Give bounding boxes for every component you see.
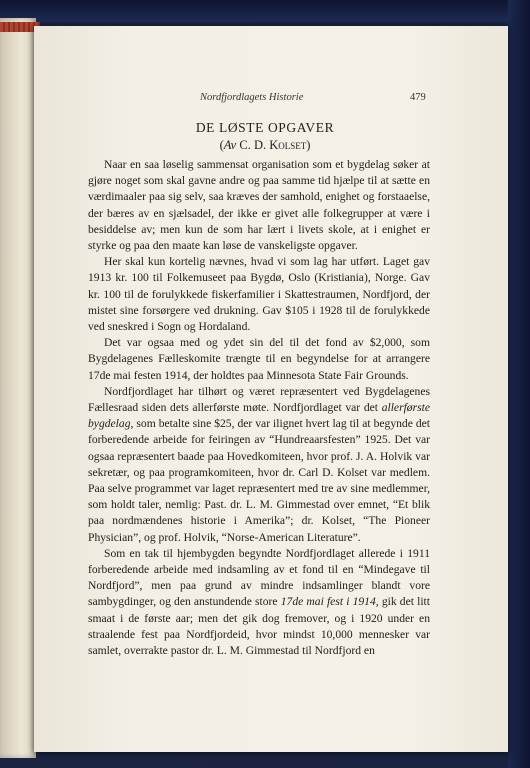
byline-close-paren: ) (306, 138, 311, 152)
paragraph-text: Det var ogsaa med og ydet sin del til det fond av $2,000, som Bygdelagenes Fælleskomite trængte til en begyndelse for at arrangere 17de mai festen 1914, der holdtes paa Minnesota State Fair Grounds. (88, 336, 430, 382)
byline-av: Av (223, 138, 237, 152)
paragraph-text: Naar en saa løselig sammensat organisation som et bygdelag søker at gjøre noget som skal gavne andre og paa samme tid hjælpe til at sætte en værdimaaler paa sig selv, saa kræves der samhold, enighet og forstaaelse, der bæres av en sjælsadel, der ikke er givet alle folkegrupper at være i besiddelse av; men kun de som har lært i livets skole, at i enighet er styrke og paa den maate kan løse de vanskeligste opgaver. (88, 158, 430, 253)
paragraph-emphasis: 17de mai fest i 1914, (280, 595, 379, 609)
paragraph-text: gik det litt smaat i de første aar; men det gik dog fremover, og i 1920 under en straalende fest paa Nordfjordeid, hvor mindst 10,000 mennesker var samlet, overrakte pastor dr. L. M. Gimmestad til Nordfjord en (88, 595, 430, 658)
paragraph (88, 157, 430, 254)
book-top-edge (0, 0, 530, 22)
page-number: 479 (410, 92, 426, 103)
paragraph (88, 335, 430, 384)
paragraph (88, 254, 430, 335)
paragraph (88, 384, 430, 546)
book-spine (508, 0, 530, 768)
paragraph-text: Nordfjordlaget har tilhørt og været repræsentert ved Bygdelagenes Fællesraad siden dets allerførste møte. Nordfjordlaget var det (88, 384, 430, 415)
article-title: DE LØSTE OPGAVER (195, 120, 335, 135)
paragraph-emphasis: allerførste bygdelag, (88, 401, 430, 431)
byline-open-paren: ( (219, 138, 224, 152)
paragraph-text: Som en tak til hjembygden begyndte Nordfjordlaget allerede i 1911 forberedende arbeide med indsamling av et fond til en “Mindegave til Nordfjord”, men paa grund av mindre indsamlinger blandt vore sambygdinger, og den anstundende store (88, 546, 430, 609)
running-head: Nordfjordlagets Historie (200, 92, 304, 103)
article-body (88, 157, 430, 659)
paragraph (88, 546, 430, 659)
paragraph-text: Her skal kun kortelig nævnes, hvad vi som lag har utført. Laget gav 1913 kr. 100 til Folkemuseet paa Bygdø, Oslo (Kristiania), Norge. Gav kr. 100 til de forulykkede fiskerfamilier i Skattestraumen, Nordfjord, der mistet sine forsørgere ved drukning. Gav $105 i 1928 til de forulykkede ved sneskred i Sogn og Hordaland. (88, 255, 430, 334)
byline-author: C. D. Kolset (236, 138, 307, 152)
article-byline (0, 138, 530, 153)
paragraph-text: som betalte sine $25, der var ilignet hvert lag til at begynde det forberedende arbeide for feiringen av “Hundreaarsfesten” 1925. Det var ogsaa repræsentert baade paa Hovedkomiteen, hvor prof. J. A. Holvik var sekretær, og paa programkomiteen, hvor dr. Carl D. Kolset var medlem. Paa selve programmet var laget repræsentert med tre av sine medlemmer, som holdt taler, nemlig: Past. dr. L. M. Gimmestad over emnet, “Et blik paa nordmændenes historie i Amerika”; dr. Kolset, “The Pioneer Physician”, og prof. Holvik, “Norse-American Literature”. (88, 417, 430, 544)
